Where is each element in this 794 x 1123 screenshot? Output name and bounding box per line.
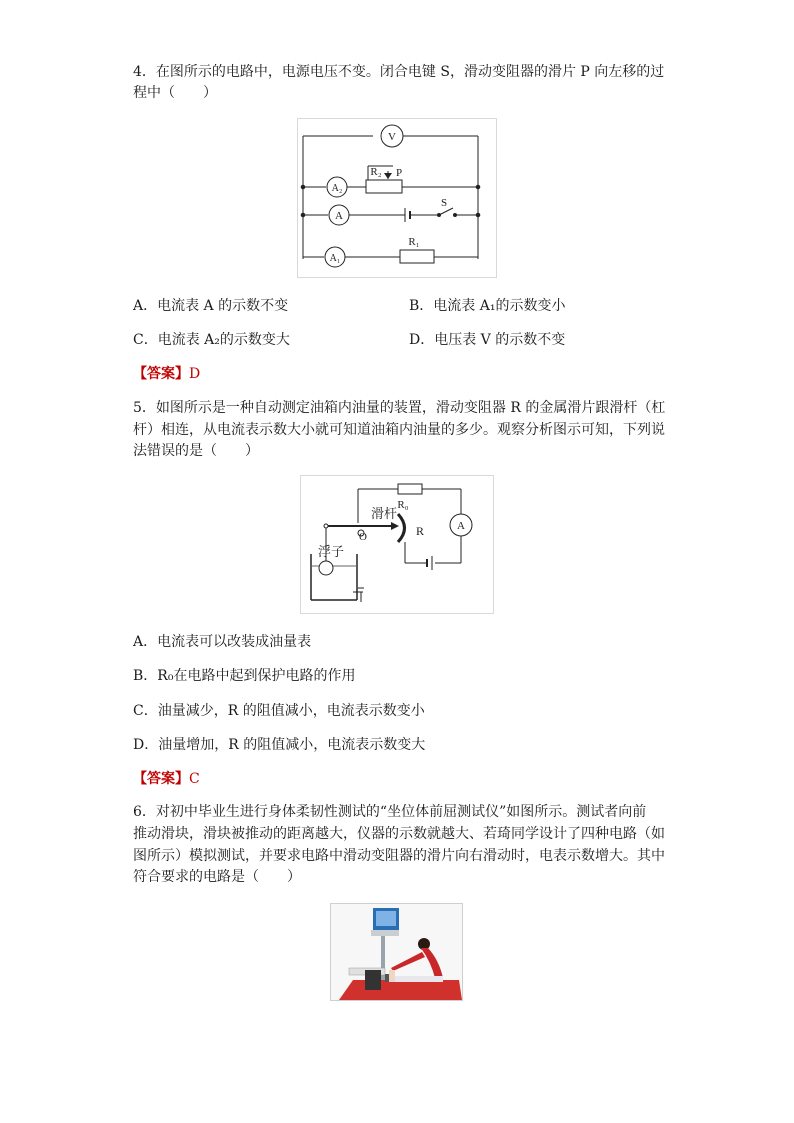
q6-stem-line-1: 6．对初中毕业生进行身体柔韧性测试的“坐位体前屈测试仪”如图所示。测试者向前 bbox=[133, 804, 647, 820]
q6-stem-line-3: 图所示）模拟测试，并要求电路中滑动变阻器的滑片向右滑动时，电表示数增大。其中 bbox=[133, 848, 665, 864]
resistor-r0 bbox=[398, 484, 422, 494]
q5-stem-line-3: 法错误的是（ ） bbox=[133, 443, 259, 459]
q4-circuit-diagram bbox=[297, 118, 497, 278]
float-circle bbox=[319, 561, 333, 575]
resistor-r2 bbox=[366, 180, 402, 193]
switch-blade bbox=[439, 208, 453, 215]
slider-p-label: P bbox=[396, 167, 403, 179]
q5-option-b: B．R₀在电路中起到保护电路的作用 bbox=[133, 668, 356, 684]
float-label: 浮子 bbox=[318, 544, 345, 559]
q4-option-c: C．电流表 A₂的示数变大 bbox=[133, 332, 290, 348]
q6-stem-line-4: 符合要求的电路是（ ） bbox=[133, 869, 301, 885]
slider-block bbox=[365, 970, 381, 990]
voltmeter-label: V bbox=[388, 131, 396, 143]
q5-option-a: A．电流表可以改装成油量表 bbox=[133, 634, 312, 650]
q4-answer-value: D bbox=[189, 366, 201, 382]
q5-option-d: D．油量增加，R 的阻值减小，电流表示数变大 bbox=[133, 737, 426, 753]
q5-option-c: C．油量减少，R 的阻值减小，电流表示数变小 bbox=[133, 703, 425, 719]
q5-stem-line-1: 5．如图所示是一种自动测定油箱内油量的装置，滑动变阻器 R 的金属滑片跟滑杆（杠 bbox=[133, 400, 666, 416]
q4-option-a: A．电流表 A 的示数不变 bbox=[133, 298, 289, 314]
ammeter-a-label: A bbox=[335, 210, 343, 222]
q4-option-d: D．电压表 V 的示数不变 bbox=[409, 332, 566, 348]
variable-resistor-label: R bbox=[416, 524, 425, 538]
q5-answer bbox=[133, 769, 200, 789]
resistor-r2-label: R₂ bbox=[370, 166, 382, 178]
q4-stem-line-1: 4．在图所示的电路中，电源电压不变。闭合电键 S，滑动变阻器的滑片 P 向左移的过 bbox=[133, 64, 665, 80]
q5-answer-label: 【答案】 bbox=[133, 771, 189, 787]
resistor-r1 bbox=[400, 250, 434, 263]
q6-flexibility-tester-photo bbox=[330, 903, 463, 1001]
red-mat bbox=[339, 980, 462, 1000]
curved-resistor-r bbox=[398, 514, 405, 542]
slider-arrow bbox=[384, 173, 392, 179]
q4-answer bbox=[133, 364, 200, 384]
q5-stem-line-2: 杆）相连，从电流表示数大小就可知道油箱内油量的多少。观察分析图示可知，下列说 bbox=[133, 422, 665, 438]
q5-oil-gauge-diagram bbox=[300, 475, 494, 614]
resistor-r1-label: R₁ bbox=[408, 236, 420, 248]
slider-rod-label: 滑杆 bbox=[371, 506, 398, 521]
person-legs bbox=[391, 976, 443, 982]
pivot-label: O bbox=[359, 531, 367, 543]
q4-stem-line-2: 程中（ ） bbox=[133, 85, 217, 101]
q6-stem-line-2: 推动滑块，滑块被推动的距离越大，仪器的示数就越大、若琦同学设计了四种电路（如 bbox=[133, 826, 665, 842]
ammeter-a1-label: A₁ bbox=[329, 253, 341, 264]
ammeter-a2-label: A₂ bbox=[331, 183, 343, 194]
switch-s-label: S bbox=[441, 197, 448, 209]
q4-option-b: B．电流表 A₁的示数变小 bbox=[409, 298, 566, 314]
q4-answer-label: 【答案】 bbox=[133, 366, 189, 382]
resistor-r0-label: R₀ bbox=[397, 499, 409, 511]
ammeter-label: A bbox=[457, 520, 465, 532]
q5-answer-value: C bbox=[189, 771, 200, 787]
